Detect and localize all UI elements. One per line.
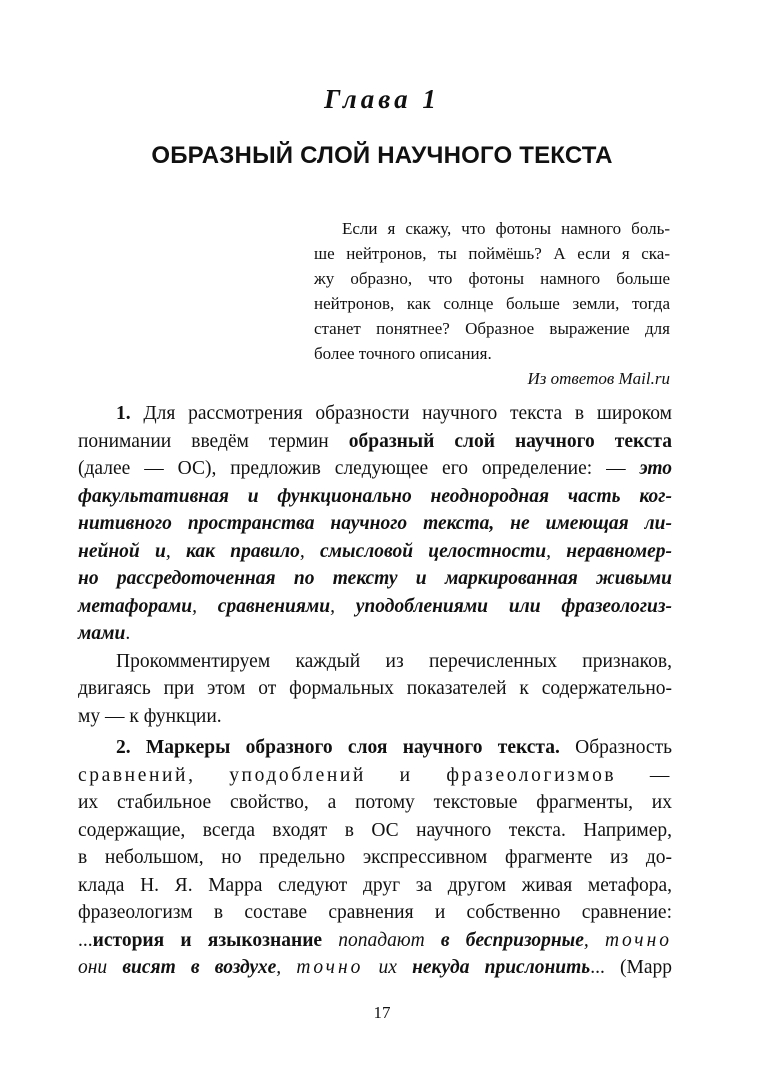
chapter-title: ОБРАЗНЫЙ СЛОЙ НАУЧНОГО ТЕКСТА (151, 142, 613, 169)
text-line: их стабильное свойство, а потому текстовые фрагменты, их (78, 792, 672, 813)
text-line: двигаясь при этом от формальных показателей к содержательно- (78, 678, 672, 699)
epigraph-line: жу образно, что фотоны намного больше (314, 269, 670, 288)
text-line: 2. Маркеры образного слоя научного текста. Образность (116, 737, 673, 758)
definition-line: метафорами, сравнениями, уподоблениями или фразеологиз- (78, 595, 673, 617)
epigraph-source: Из ответов Mail.ru (527, 369, 670, 388)
definition-line: мами. (78, 623, 131, 644)
definition-line: но рассредоточенная по тексту и маркированная живыми (78, 568, 672, 589)
text-line: в небольшом, но предельно экспрессивном фрагменте из до- (78, 847, 672, 868)
text-line: 1. Для рассмотрения образности научного текста в широком (116, 403, 672, 424)
chapter-label: Глава 1 (324, 84, 440, 114)
term-highlight: образный слой научного текста (348, 430, 673, 452)
text-line: фразеологизм в составе сравнения и собственно сравнение: (78, 902, 672, 923)
epigraph-line: нейтронов, как солнце больше земли, тогда (314, 294, 670, 313)
page-number: 17 (373, 1003, 391, 1022)
text-line: му — к функции. (78, 705, 222, 727)
section-1 (78, 400, 672, 730)
quote-line: ...история и языкознание попадают в беспризорные, точно (78, 929, 672, 951)
epigraph-line: станет понятнее? Образное выражение для (314, 319, 670, 338)
text-line: сравнений, уподоблений и фразеологизмов — (78, 764, 672, 786)
quote-line: они висят в воздухе, точно их некуда прислонить... (Марр (78, 957, 672, 978)
epigraph-line: более точного описания. (314, 344, 492, 363)
epigraph (314, 216, 670, 391)
definition-line: нитивного пространства научного текста, не имеющая ли- (78, 513, 672, 534)
section-2 (78, 734, 672, 982)
definition-line: нейной и, как правило, смысловой целостности, неравномер- (78, 540, 673, 562)
definition-line: факультативная и функционально неоднородная часть ког- (78, 485, 672, 507)
section-heading: 2. Маркеры образного слоя научного текста. (116, 737, 560, 758)
section-number: 1. (116, 403, 131, 424)
text-line: Прокомментируем каждый из перечисленных признаков, (116, 650, 672, 672)
text-line: понимании введём термин образный слой научного текста (78, 430, 673, 452)
text-line: (далее — ОС), предложив следующее его определение: — это (78, 458, 672, 479)
text-line: клада Н. Я. Марра следуют друг за другом живая метафора, (78, 874, 672, 896)
epigraph-line: ше нейтронов, ты поймёшь? А если я ска- (314, 244, 670, 263)
text-line: содержащие, всегда входят в ОС научного текста. Например, (78, 819, 672, 841)
epigraph-line: Если я скажу, что фотоны намного боль- (342, 219, 670, 238)
